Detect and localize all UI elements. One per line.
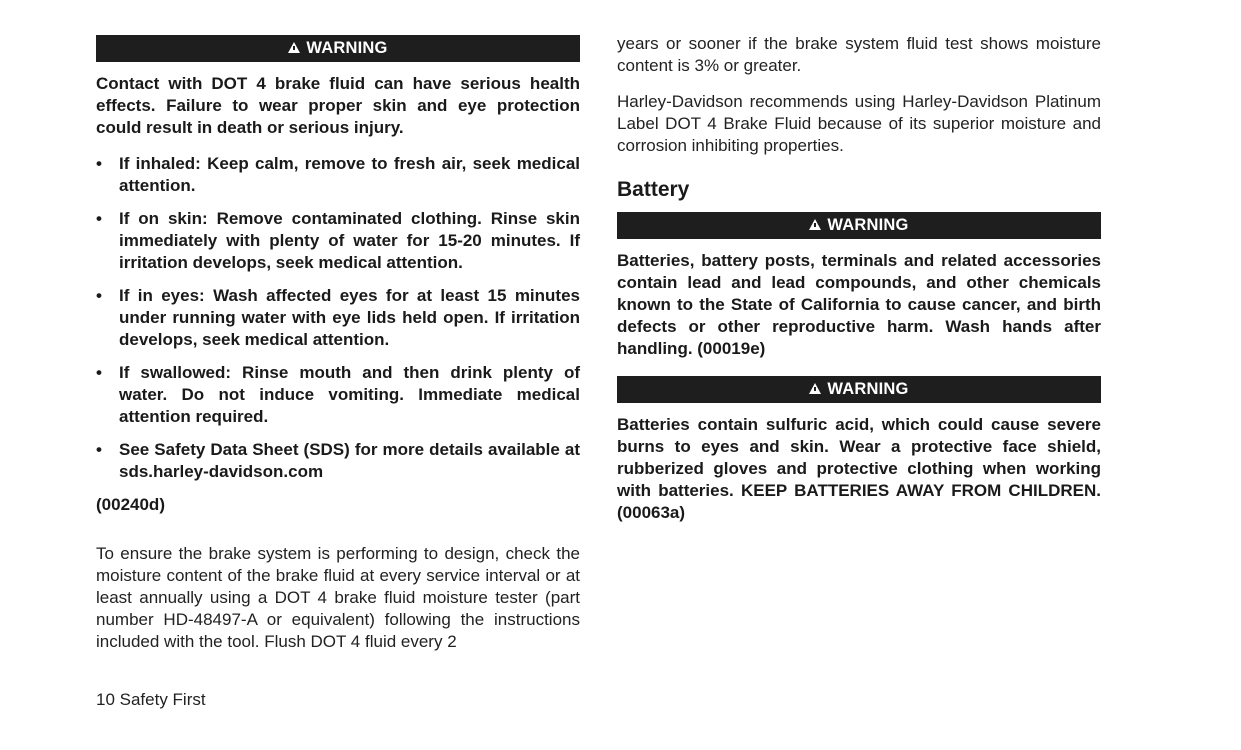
warning-triangle-icon <box>809 383 821 394</box>
right-column <box>617 33 1101 524</box>
list-item: • If in eyes: Wash affected eyes for at least 15 minutes under running water with eye lids held open. If irritation develops, seek medical attention. <box>96 285 580 351</box>
warning-label: WARNING <box>827 216 909 234</box>
list-item: • If inhaled: Keep calm, remove to fresh air, seek medical attention. <box>96 153 580 197</box>
continued-paragraph: years or sooner if the brake system fluid test shows moisture content is 3% or greater. <box>617 34 1101 75</box>
warning-label: WARNING <box>306 39 388 57</box>
battery-acid-warning: Batteries contain sulfuric acid, which could cause severe burns to eyes and skin. Wear a protective face shield, rubberized gloves and protective clothing when working with batteries. KEEP BATTERIES AWAY FROM CHILDREN. (00063a) <box>617 415 1101 522</box>
manual-page <box>12 4 1204 736</box>
page-footer: 10 Safety First <box>96 690 206 709</box>
warning-banner <box>617 376 1101 403</box>
battery-lead-warning: Batteries, battery posts, terminals and related accessories contain lead and lead compounds, and other chemicals known to the State of California to cause cancer, and birth defects or other reproductive harm. Wash hands after handling. (00019e) <box>617 251 1101 358</box>
warning-banner <box>96 35 580 62</box>
warning-banner <box>617 212 1101 239</box>
warning-label: WARNING <box>827 380 909 398</box>
recommend-paragraph: Harley-Davidson recommends using Harley-Davidson Platinum Label DOT 4 Brake Fluid because of its superior moisture and corrosion inhibiting properties. <box>617 92 1101 155</box>
body-paragraph: To ensure the brake system is performing to design, check the moisture content of the brake fluid at every service interval or at least annually using a DOT 4 brake fluid moisture tester (part number HD-48497-A or equivalent) following the instructions included with the tool. Flush DOT 4 fluid every 2 <box>96 544 580 651</box>
first-aid-list <box>96 153 580 483</box>
warning-intro: Contact with DOT 4 brake fluid can have serious health effects. Failure to wear proper skin and eye protection could result in death or serious injury. <box>96 74 580 137</box>
section-heading: Battery <box>617 178 690 201</box>
warning-code: (00240d) <box>96 495 165 514</box>
warning-triangle-icon <box>288 42 300 53</box>
left-column <box>96 35 580 653</box>
list-item: • See Safety Data Sheet (SDS) for more details available at sds.harley-davidson.com <box>96 439 580 483</box>
list-item: • If on skin: Remove contaminated clothing. Rinse skin immediately with plenty of water for 15-20 minutes. If irritation develops, seek medical attention. <box>96 208 580 274</box>
list-item: • If swallowed: Rinse mouth and then drink plenty of water. Do not induce vomiting. Immediate medical attention required. <box>96 362 580 428</box>
warning-triangle-icon <box>809 219 821 230</box>
